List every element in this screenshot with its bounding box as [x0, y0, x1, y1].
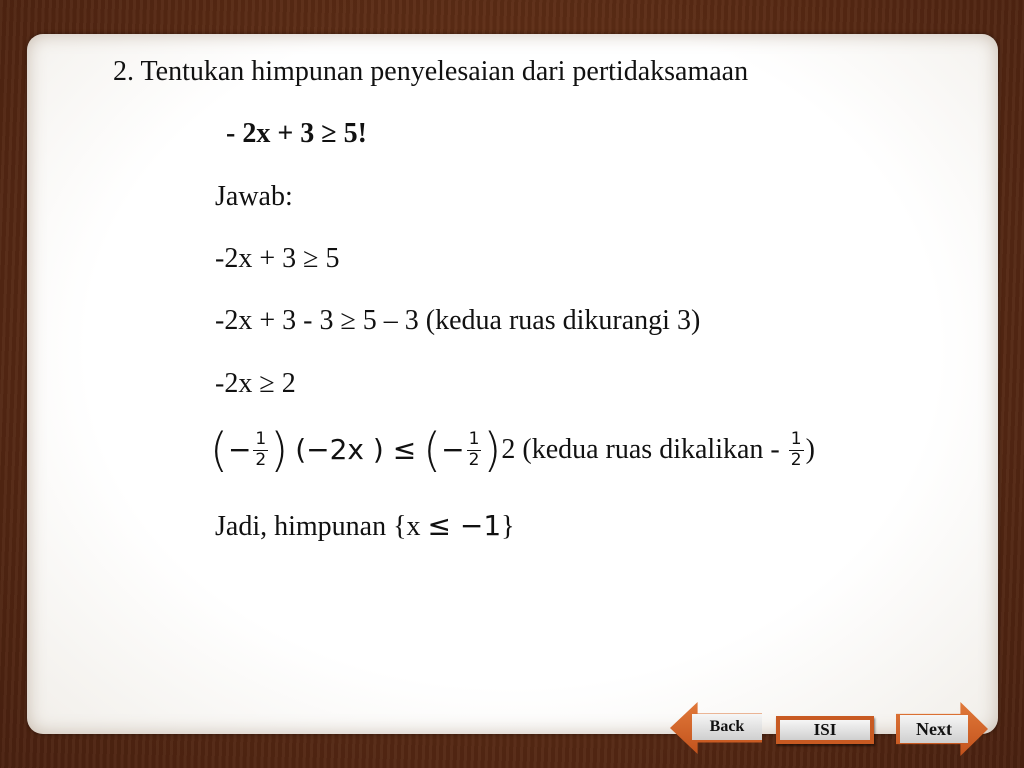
close-paren: ): [483, 423, 502, 477]
inequality-text: - 2x + 3 ≥ 5!: [226, 118, 367, 149]
step-3: -2x ≥ 2: [215, 368, 296, 399]
next-label: Next: [900, 715, 968, 743]
conclusion-prefix: Jadi, himpunan {x: [215, 511, 421, 542]
open-paren: (: [423, 423, 442, 477]
back-button[interactable]: [670, 702, 762, 754]
step-4-close: ): [805, 434, 815, 465]
step-2: -2x + 3 - 3 ≥ 5 – 3 (kedua ruas dikurangi 3): [215, 305, 701, 336]
step-4-expr: (−2x ) ≤: [295, 433, 417, 466]
minus-sign: −: [227, 433, 252, 466]
conclusion: [215, 509, 515, 542]
close-paren: ): [270, 423, 289, 477]
back-label: Back: [692, 714, 762, 740]
step-4: [210, 423, 815, 477]
minus-sign: −: [441, 433, 465, 466]
question-text: 2. Tentukan himpunan penyelesaian dari pertidaksamaan: [113, 56, 749, 87]
fraction-half: $\frac{1}{2}$: [255, 428, 267, 470]
slide-panel: [27, 34, 998, 734]
open-paren: (: [210, 423, 228, 477]
fraction-half: $\frac{1}{2}$: [468, 428, 480, 470]
isi-button[interactable]: ISI: [776, 716, 874, 744]
fraction-half: $\frac{1}{2}$: [790, 428, 802, 470]
conclusion-math: ≤ −1: [427, 509, 502, 542]
answer-label: Jawab:: [215, 181, 293, 212]
step-1: -2x + 3 ≥ 5: [215, 243, 340, 274]
next-button[interactable]: [896, 702, 988, 756]
conclusion-suffix: }: [501, 511, 515, 542]
step-4-rhs: 2 (kedua ruas dikalikan -: [501, 434, 780, 465]
